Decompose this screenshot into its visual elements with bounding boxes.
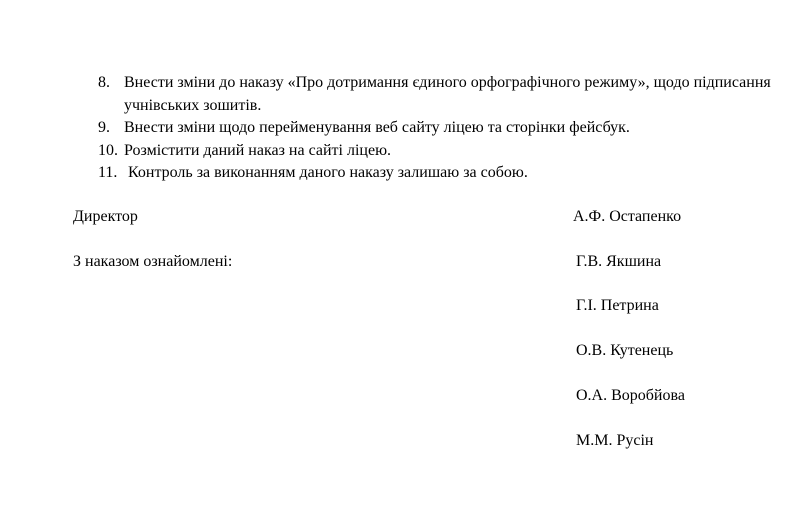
list-item xyxy=(98,117,798,140)
director-label: Директор xyxy=(73,208,138,225)
list-item-text: Внести зміни щодо перейменування веб сайту ліцею та сторінки фейсбук. xyxy=(124,119,630,136)
list-item xyxy=(98,162,798,185)
signer-name: Г.І. Петрина xyxy=(576,297,659,314)
signer-name: О.А. Воробйова xyxy=(576,387,685,404)
signer-name: М.М. Русін xyxy=(576,432,654,449)
list-item xyxy=(98,140,798,163)
list-item-number: 9. xyxy=(98,119,110,136)
list-item-number: 8. xyxy=(98,74,110,91)
list-item-text: Контроль за виконанням даного наказу залишаю за собою. xyxy=(128,164,528,181)
list-item-text: Внести зміни до наказу «Про дотримання єдиного орфографічного режиму», щодо підписання учнівських зошитів. xyxy=(124,74,771,114)
signer-name: О.В. Кутенець xyxy=(576,342,674,359)
list-item xyxy=(98,72,798,117)
list-item-number: 10. xyxy=(98,141,118,159)
list-item-text: Розмістити даний наказ на сайті ліцею. xyxy=(124,141,392,159)
order-items-list xyxy=(98,72,798,185)
acquainted-label: З наказом ознайомлені: xyxy=(73,253,233,270)
list-item-number: 11. xyxy=(98,164,118,181)
signer-name: Г.В. Якшина xyxy=(576,253,662,270)
director-name: А.Ф. Остапенко xyxy=(573,208,682,225)
